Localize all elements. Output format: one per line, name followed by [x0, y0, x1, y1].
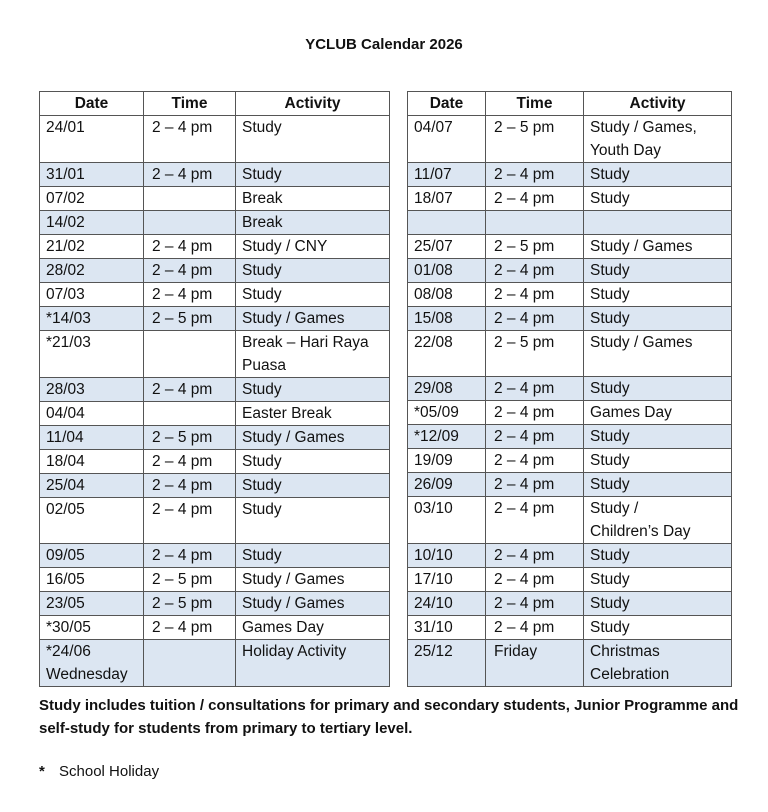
table-row	[408, 425, 732, 449]
date-cell: 16/05	[40, 568, 144, 592]
activity-cell: Study	[236, 377, 390, 401]
activity-cell: Holiday Activity	[236, 640, 390, 687]
table-row	[40, 544, 390, 568]
activity-cell: Break – Hari Raya Puasa	[236, 330, 390, 377]
date-cell: 23/05	[40, 592, 144, 616]
activity-cell: Study	[584, 473, 732, 497]
activity-cell: Christmas Celebration	[584, 640, 732, 687]
table-row	[40, 640, 390, 687]
date-cell: 15/08	[408, 306, 486, 330]
activity-cell: Study / Games	[236, 568, 390, 592]
activity-cell: Study	[584, 187, 732, 211]
table-row	[40, 306, 390, 330]
date-cell: 11/04	[40, 425, 144, 449]
table-row	[40, 425, 390, 449]
legend	[39, 761, 159, 783]
table-row	[40, 592, 390, 616]
legend-text: School Holiday	[59, 763, 160, 780]
table-row	[408, 163, 732, 187]
time-cell: 2 – 4 pm	[144, 282, 236, 306]
date-cell: 08/08	[408, 282, 486, 306]
time-cell	[144, 640, 236, 687]
table-row	[408, 330, 732, 377]
date-cell: 04/04	[40, 401, 144, 425]
activity-cell: Easter Break	[236, 401, 390, 425]
table-row	[408, 234, 732, 258]
activity-cell: Study	[584, 282, 732, 306]
date-cell: 25/12	[408, 640, 486, 687]
table-row	[408, 187, 732, 211]
time-cell: 2 – 4 pm	[486, 282, 584, 306]
time-cell: 2 – 5 pm	[144, 568, 236, 592]
activity-cell: Study	[584, 568, 732, 592]
time-cell: 2 – 4 pm	[486, 592, 584, 616]
date-cell: 24/10	[408, 592, 486, 616]
time-cell: 2 – 4 pm	[486, 449, 584, 473]
time-cell: 2 – 4 pm	[144, 162, 236, 186]
time-cell	[144, 401, 236, 425]
study-note: Study includes tuition / consultations for primary and secondary students, Junior Programme and self-study for students from primary to tertiary level.	[39, 697, 739, 737]
time-cell: 2 – 5 pm	[144, 425, 236, 449]
date-cell: 04/07	[408, 116, 486, 163]
date-cell: *21/03	[40, 330, 144, 377]
date-cell: 17/10	[408, 568, 486, 592]
time-cell: 2 – 4 pm	[144, 497, 236, 544]
time-cell: 2 – 4 pm	[144, 544, 236, 568]
date-cell: *30/05	[40, 616, 144, 640]
time-cell: 2 – 4 pm	[144, 616, 236, 640]
time-cell: 2 – 4 pm	[144, 116, 236, 163]
table-row	[40, 162, 390, 186]
table-row	[408, 282, 732, 306]
table-row	[40, 258, 390, 282]
activity-cell	[584, 211, 732, 235]
activity-cell: Games Day	[584, 401, 732, 425]
date-cell: 21/02	[40, 234, 144, 258]
activity-cell: Study	[236, 258, 390, 282]
time-cell: 2 – 5 pm	[486, 234, 584, 258]
time-cell: 2 – 4 pm	[144, 377, 236, 401]
table-row	[40, 449, 390, 473]
date-cell: *24/06 Wednesday	[40, 640, 144, 687]
activity-cell: Study	[584, 592, 732, 616]
activity-cell: Study	[584, 616, 732, 640]
time-cell: 2 – 4 pm	[486, 425, 584, 449]
date-cell: 28/03	[40, 377, 144, 401]
date-cell: 14/02	[40, 210, 144, 234]
activity-cell: Study	[236, 544, 390, 568]
table-row	[408, 258, 732, 282]
column-header-date: Date	[408, 92, 486, 116]
time-cell: 2 – 4 pm	[486, 497, 584, 544]
activity-cell: Study	[236, 282, 390, 306]
column-header-time: Time	[486, 92, 584, 116]
activity-cell: Study	[236, 473, 390, 497]
time-cell	[144, 186, 236, 210]
date-cell: 19/09	[408, 449, 486, 473]
date-cell: 10/10	[408, 544, 486, 568]
activity-cell: Study	[236, 116, 390, 163]
date-cell: 03/10	[408, 497, 486, 544]
table-row	[408, 544, 732, 568]
table-row	[40, 473, 390, 497]
table-row	[40, 401, 390, 425]
time-cell: 2 – 4 pm	[144, 258, 236, 282]
date-cell: 11/07	[408, 163, 486, 187]
table-row	[408, 616, 732, 640]
date-cell: *12/09	[408, 425, 486, 449]
time-cell	[144, 210, 236, 234]
calendar-table-left	[39, 91, 390, 687]
activity-cell: Study	[584, 258, 732, 282]
activity-cell: Study	[236, 497, 390, 544]
date-cell: 18/04	[40, 449, 144, 473]
table-header-row	[408, 92, 732, 116]
table-row	[40, 330, 390, 377]
date-cell: *14/03	[40, 306, 144, 330]
date-cell	[408, 211, 486, 235]
activity-cell: Break	[236, 210, 390, 234]
date-cell: 25/07	[408, 234, 486, 258]
table-row	[40, 616, 390, 640]
date-cell: 24/01	[40, 116, 144, 163]
activity-cell: Study / Games	[584, 234, 732, 258]
time-cell: 2 – 4 pm	[486, 187, 584, 211]
table-row	[408, 592, 732, 616]
date-cell: 09/05	[40, 544, 144, 568]
table-row	[408, 116, 732, 163]
activity-cell: Study	[236, 162, 390, 186]
activity-cell: Study	[584, 544, 732, 568]
date-cell: 01/08	[408, 258, 486, 282]
time-cell: 2 – 4 pm	[486, 306, 584, 330]
date-cell: 22/08	[408, 330, 486, 377]
time-cell: 2 – 4 pm	[486, 616, 584, 640]
table-row	[408, 449, 732, 473]
activity-cell: Study / Games	[236, 306, 390, 330]
date-cell: 26/09	[408, 473, 486, 497]
time-cell: 2 – 5 pm	[144, 306, 236, 330]
table-row	[408, 497, 732, 544]
table-row	[40, 377, 390, 401]
date-cell: 07/02	[40, 186, 144, 210]
activity-cell: Study	[236, 449, 390, 473]
date-cell: 02/05	[40, 497, 144, 544]
activity-cell: Study	[584, 306, 732, 330]
table-row	[408, 377, 732, 401]
table-row	[408, 473, 732, 497]
table-row	[40, 282, 390, 306]
table-row	[40, 186, 390, 210]
table-header-row	[40, 92, 390, 116]
date-cell: 29/08	[408, 377, 486, 401]
time-cell: 2 – 5 pm	[486, 116, 584, 163]
activity-cell: Study	[584, 449, 732, 473]
table-row	[40, 210, 390, 234]
time-cell	[486, 211, 584, 235]
activity-cell: Study / Games	[236, 425, 390, 449]
activity-cell: Study / CNY	[236, 234, 390, 258]
table-row	[408, 401, 732, 425]
column-header-time: Time	[144, 92, 236, 116]
activity-cell: Study / Games	[584, 330, 732, 377]
time-cell: 2 – 4 pm	[144, 473, 236, 497]
column-header-date: Date	[40, 92, 144, 116]
date-cell: 07/03	[40, 282, 144, 306]
time-cell: 2 – 4 pm	[486, 258, 584, 282]
activity-cell: Study	[584, 163, 732, 187]
calendar-table-right	[407, 91, 732, 687]
activity-cell: Study / Games	[236, 592, 390, 616]
activity-cell: Study / Games, Youth Day	[584, 116, 732, 163]
activity-cell: Study / Children’s Day	[584, 497, 732, 544]
time-cell: Friday	[486, 640, 584, 687]
date-cell: 28/02	[40, 258, 144, 282]
activity-cell: Games Day	[236, 616, 390, 640]
time-cell: 2 – 4 pm	[486, 544, 584, 568]
time-cell: 2 – 4 pm	[486, 473, 584, 497]
table-row	[40, 497, 390, 544]
activity-cell: Break	[236, 186, 390, 210]
date-cell: 31/10	[408, 616, 486, 640]
date-cell: 31/01	[40, 162, 144, 186]
column-header-activity: Activity	[584, 92, 732, 116]
page-title: YCLUB Calendar 2026	[305, 36, 463, 53]
table-row	[40, 116, 390, 163]
table-row	[40, 568, 390, 592]
table-row	[40, 234, 390, 258]
time-cell: 2 – 4 pm	[486, 163, 584, 187]
time-cell	[144, 330, 236, 377]
activity-cell: Study	[584, 377, 732, 401]
date-cell: 25/04	[40, 473, 144, 497]
time-cell: 2 – 4 pm	[486, 401, 584, 425]
table-row	[408, 306, 732, 330]
time-cell: 2 – 5 pm	[144, 592, 236, 616]
time-cell: 2 – 4 pm	[144, 234, 236, 258]
table-row	[408, 211, 732, 235]
legend-symbol: *	[39, 763, 45, 780]
time-cell: 2 – 4 pm	[144, 449, 236, 473]
column-header-activity: Activity	[236, 92, 390, 116]
time-cell: 2 – 4 pm	[486, 377, 584, 401]
time-cell: 2 – 5 pm	[486, 330, 584, 377]
activity-cell: Study	[584, 425, 732, 449]
table-row	[408, 568, 732, 592]
table-row	[408, 640, 732, 687]
time-cell: 2 – 4 pm	[486, 568, 584, 592]
date-cell: *05/09	[408, 401, 486, 425]
date-cell: 18/07	[408, 187, 486, 211]
